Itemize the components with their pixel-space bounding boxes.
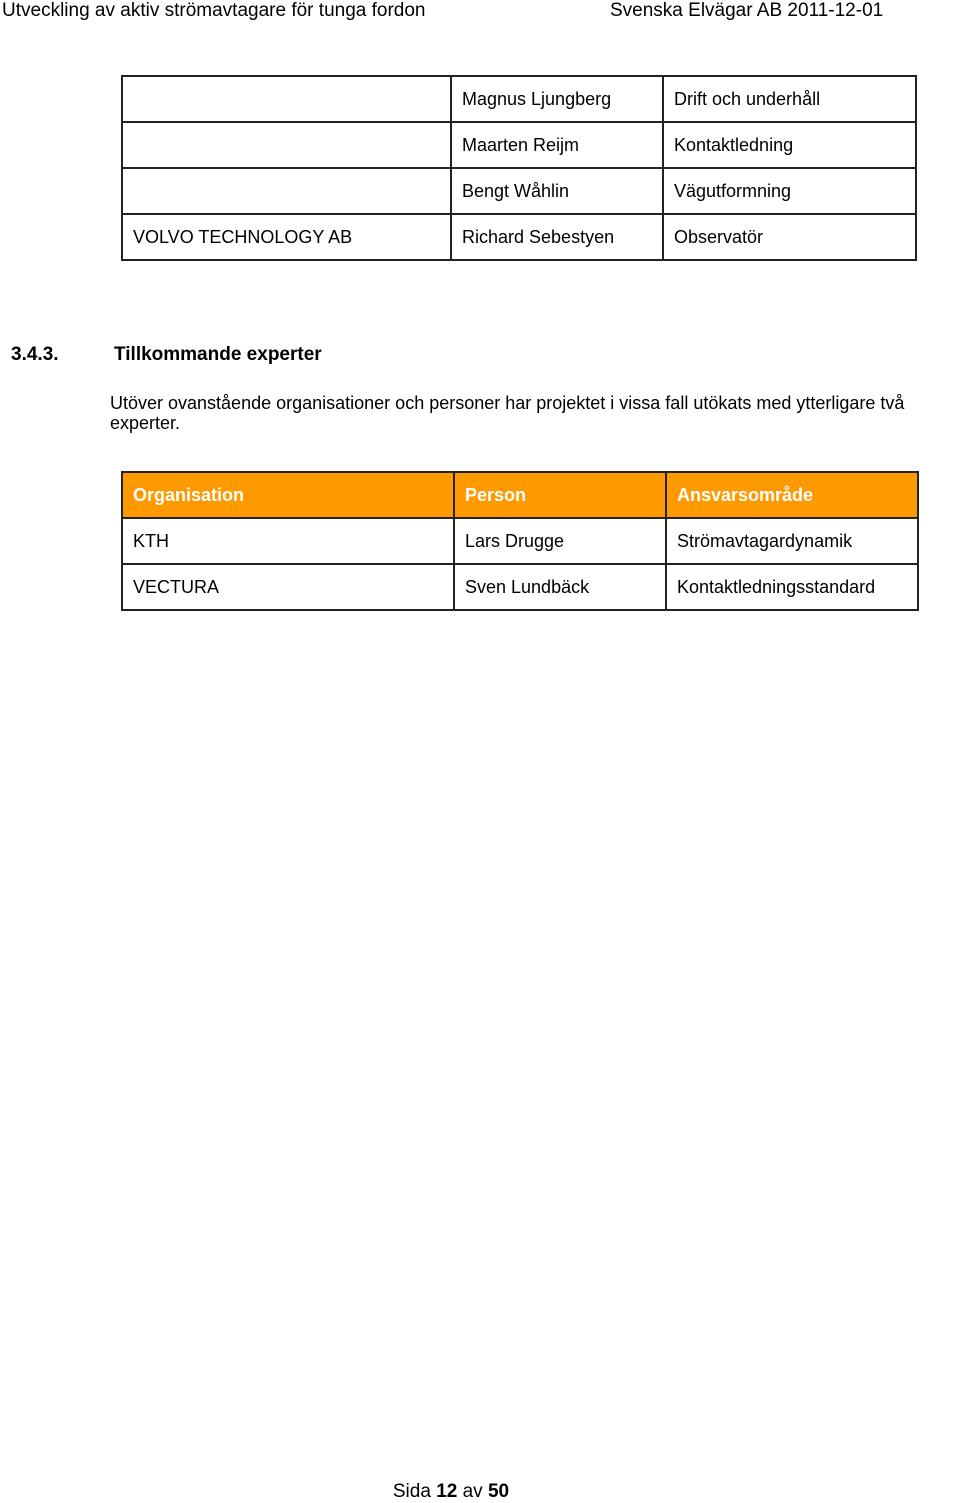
table-cell-role: Kontaktledning bbox=[663, 122, 916, 168]
table-cell-organisation bbox=[122, 122, 451, 168]
header-company-date: Svenska Elvägar AB 2011-12-01 bbox=[610, 0, 884, 21]
footer-prefix: Sida bbox=[392, 1481, 431, 1502]
table-cell-role: Drift och underhåll bbox=[663, 76, 916, 122]
header-document-title: Utveckling av aktiv strömavtagare för tunga fordon bbox=[2, 0, 426, 21]
table-cell-person: Richard Sebestyen bbox=[451, 214, 663, 260]
footer-page-number: 12 bbox=[436, 1481, 458, 1502]
table-header-row bbox=[122, 472, 918, 518]
section-title: Tillkommande experter bbox=[114, 344, 322, 365]
table-cell-organisation bbox=[122, 76, 451, 122]
table-row bbox=[122, 76, 916, 122]
section-paragraph: Utöver ovanstående organisationer och personer har projektet i vissa fall utökats med ytterligare två experter. bbox=[110, 393, 905, 433]
table-cell-person: Maarten Reijm bbox=[451, 122, 663, 168]
table-cell-organisation bbox=[122, 168, 451, 214]
column-header-person: Person bbox=[454, 472, 666, 518]
table-row bbox=[122, 168, 916, 214]
footer-page-total: 50 bbox=[487, 1481, 510, 1502]
table-cell-responsibility: Kontaktledningsstandard bbox=[666, 564, 918, 610]
footer-middle: av bbox=[462, 1481, 483, 1502]
page-footer bbox=[0, 1481, 902, 1503]
table-row bbox=[122, 564, 918, 610]
table-row bbox=[122, 214, 916, 260]
table-cell-organisation: VECTURA bbox=[122, 564, 454, 610]
section-number: 3.4.3. bbox=[11, 344, 59, 365]
participants-table bbox=[121, 75, 917, 261]
column-header-responsibility: Ansvarsområde bbox=[666, 472, 918, 518]
table-row bbox=[122, 518, 918, 564]
table-cell-person: Magnus Ljungberg bbox=[451, 76, 663, 122]
table-cell-organisation: VOLVO TECHNOLOGY AB bbox=[122, 214, 451, 260]
table-cell-responsibility: Strömavtagardynamik bbox=[666, 518, 918, 564]
table-cell-person: Lars Drugge bbox=[454, 518, 666, 564]
table-cell-organisation: KTH bbox=[122, 518, 454, 564]
table-cell-role: Vägutformning bbox=[663, 168, 916, 214]
table-cell-person: Sven Lundbäck bbox=[454, 564, 666, 610]
table-row bbox=[122, 122, 916, 168]
table-cell-role: Observatör bbox=[663, 214, 916, 260]
experts-table bbox=[121, 471, 919, 611]
column-header-organisation: Organisation bbox=[122, 472, 454, 518]
table-cell-person: Bengt Wåhlin bbox=[451, 168, 663, 214]
